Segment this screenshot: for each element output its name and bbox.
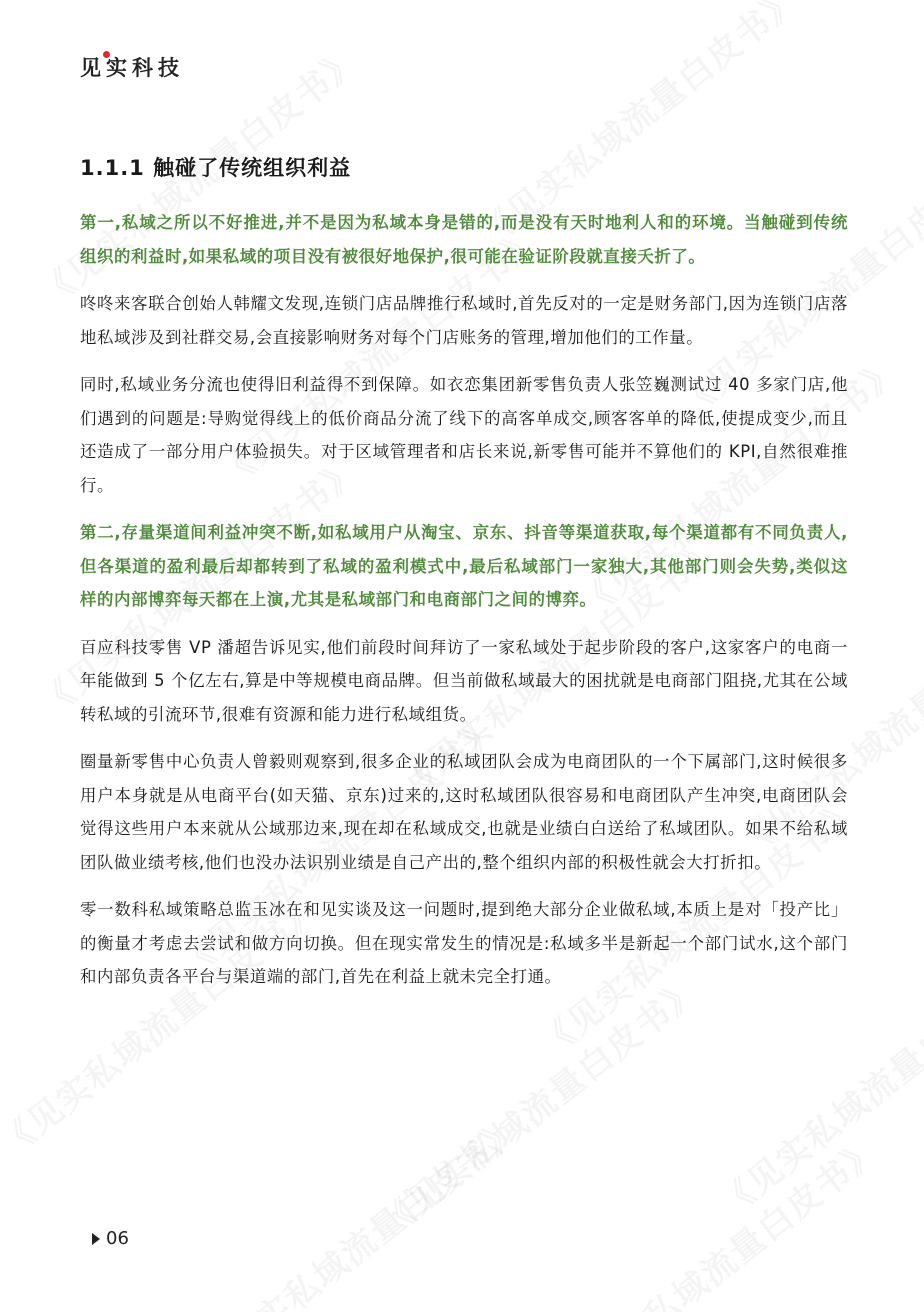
- highlight-paragraph: 第一,私域之所以不好推进,并不是因为私域本身是错的,而是没有天时地利人和的环境。当触碰到传统组织的利益时,如果私域的项目没有被很好地保护,很可能在验证阶段就直接夭折了。: [80, 213, 848, 266]
- paragraph-list: [80, 206, 848, 994]
- main-content: [80, 150, 848, 1008]
- body-paragraph: 圈量新零售中心负责人曾毅则观察到,很多企业的私域团队会成为电商团队的一个下属部门,这时候很多用户本身就是从电商平台(如天猫、京东)过来的,这时私域团队很容易和电商团队产生冲突,电商团队会觉得这些用户本来就从公域那边来,现在却在私域成交,也就是业绩白白送给了私域团队。如果不给私域团队做业绩考核,他们也没办法识别业绩是自己产出的,整个组织内部的积极性就会大打折扣。: [80, 752, 848, 872]
- brand-logo: 见实科技: [80, 56, 184, 80]
- body-paragraph: 零一数科私域策略总监玉冰在和见实谈及这一问题时,提到绝大部分企业做私域,本质上是对「投产比」的衡量才考虑去尝试和做方向切换。但在现实常发生的情况是:私域多半是新起一个部门试水,这个部门和内部负责各平台与渠道端的部门,首先在利益上就未完全打通。: [80, 900, 848, 986]
- watermark-text: [187, 1103, 529, 1312]
- section-title: 1.1.1 触碰了传统组织利益: [80, 156, 352, 180]
- page-footer: [92, 1228, 129, 1249]
- page-number: 06: [106, 1228, 129, 1249]
- body-paragraph: 咚咚来客联合创始人韩耀文发现,连锁门店品牌推行私域时,首先反对的一定是财务部门,因为连锁门店落地私域涉及到社群交易,会直接影响财务对每个门店账务的管理,增加他们的工作量。: [80, 294, 848, 347]
- body-paragraph: 同时,私域业务分流也使得旧利益得不到保障。如衣恋集团新零售负责人张笠巍测试过 40 多家门店,他们遇到的问题是:导购觉得线上的低价商品分流了线下的高客单成交,顾客客单的降低,使提成变少,而且还造成了一部分用户体验损失。对于区域管理者和店长来说,新零售可能并不算他们的 KPI,自然很难推行。: [80, 375, 848, 495]
- triangle-icon: [92, 1233, 100, 1245]
- watermark-text: [547, 1123, 889, 1312]
- body-paragraph: 百应科技零售 VP 潘超告诉见实,他们前段时间拜访了一家私域处于起步阶段的客户,这家客户的电商一年能做到 5 个亿左右,算是中等规模电商品牌。但当前做私域最大的困扰就是电商部门阻挠,尤其在公域转私域的引流环节,很难有资源和能力进行私域组货。: [80, 637, 848, 724]
- highlight-paragraph: 第二,存量渠道间利益冲突不断,如私域用户从淘宝、京东、抖音等渠道获取,每个渠道都有不同负责人,但各渠道的盈利最后却都转到了私域的盈利模式中,最后私域部门一家独大,其他部门则会失势,类似这样的内部博弈每天都在上演,尤其是私域部门和电商部门之间的博弈。: [80, 523, 848, 609]
